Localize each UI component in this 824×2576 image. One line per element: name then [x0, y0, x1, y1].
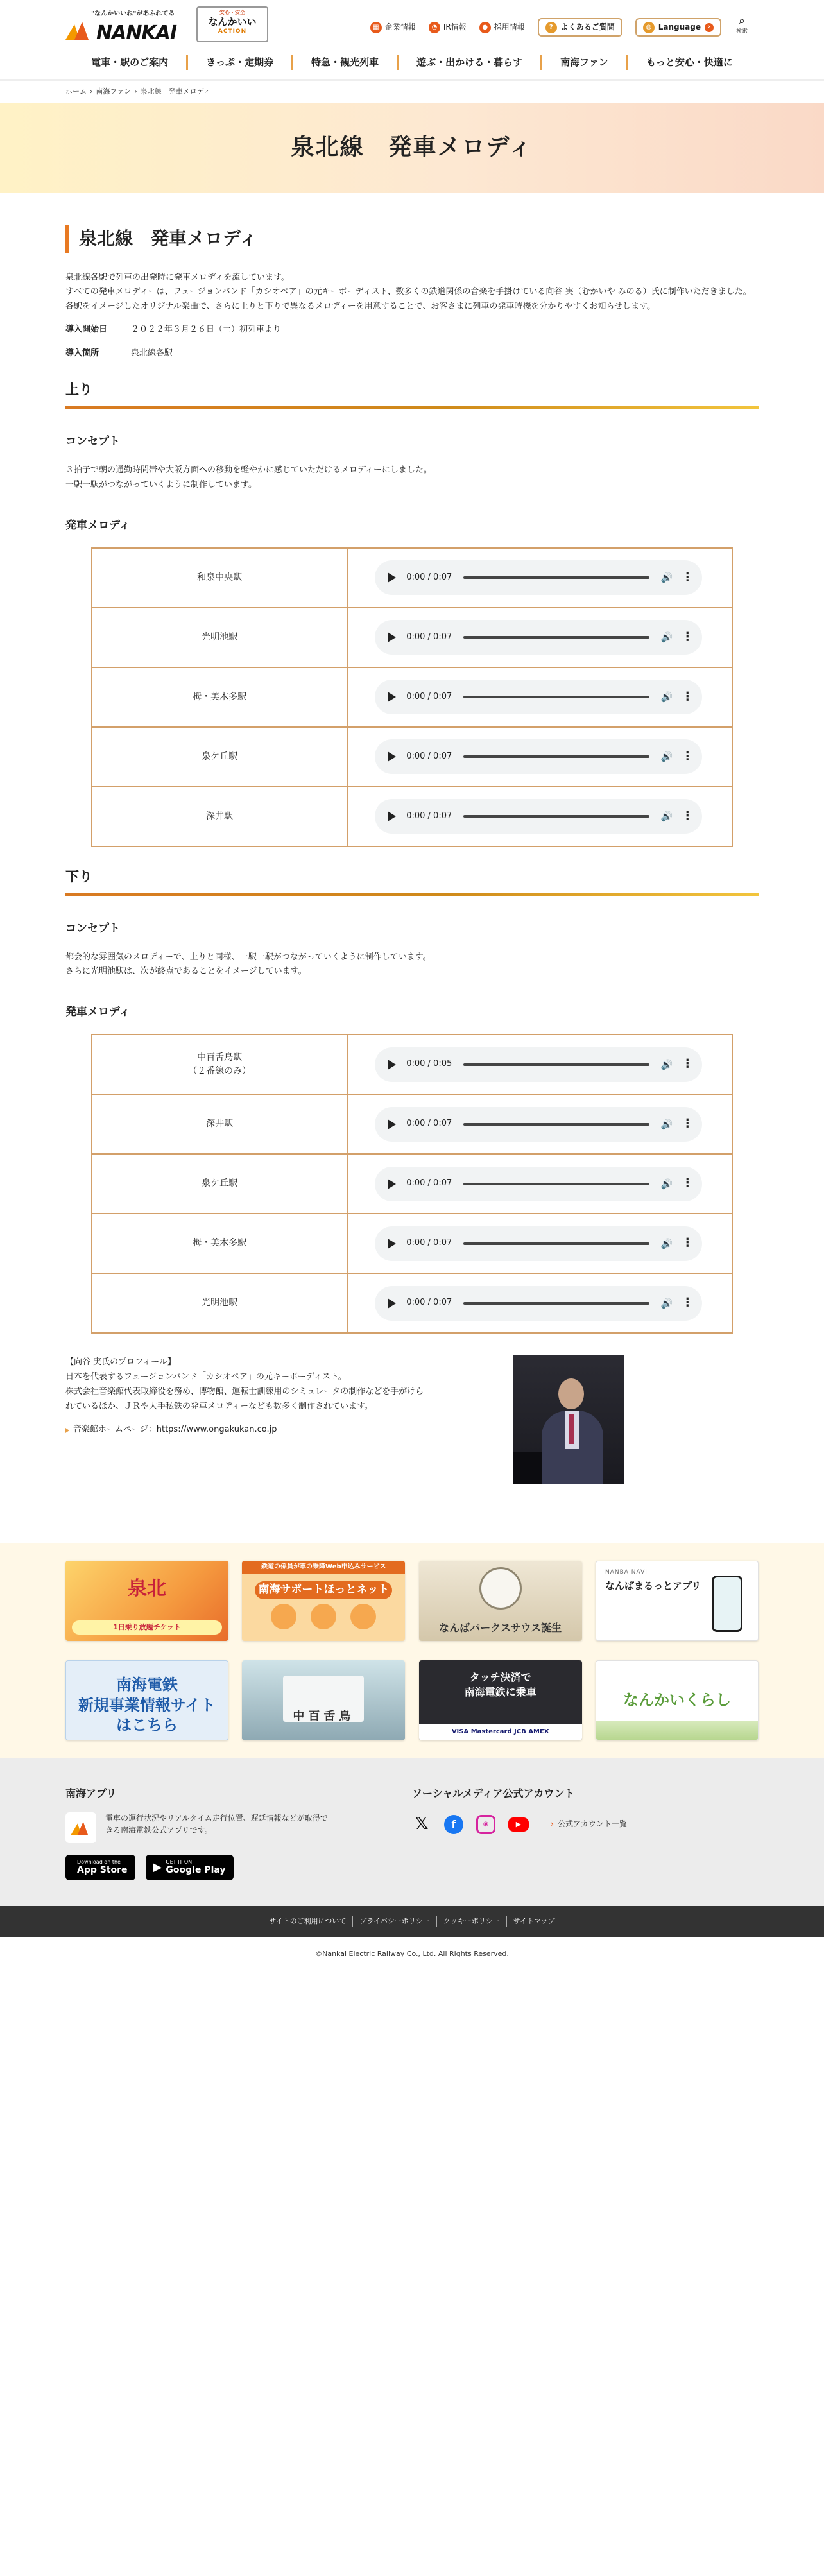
smartphone-icon: [712, 1576, 742, 1632]
concept-text-down: 都会的な雰囲気のメロディーで、上りと同様、一駅一駅がつながっていくように制作しています。 さらに光明池駅は、次が終点であることをイメージしています。: [65, 952, 431, 977]
audio-progress-slider[interactable]: [463, 1242, 649, 1245]
nankai-wings-icon: [65, 21, 92, 40]
faq-button[interactable]: ? よくあるご質問: [538, 18, 622, 37]
audio-player[interactable]: 0:00 / 0:07 🔊 ⋮: [375, 1107, 702, 1142]
play-icon[interactable]: [388, 751, 396, 762]
audio-player[interactable]: 0:00 / 0:07 🔊 ⋮: [375, 1286, 702, 1321]
question-icon: ?: [545, 22, 557, 33]
intro-text: 泉北線各駅で列車の出発時に発車メロディを流しています。 すべての発車メロディーは、フュージョンバンド「カシオペア」の元キーボーディスト、数多くの鉄道関係の音楽を手掛けている向谷 実（むかいや みのる）氏に制作いただきました。 各駅をイメージしたオリジナル楽曲で、さらに上りと下りで異なるメロディーを用意することで、お客さまに列車の発車時機を分かりやすくお知らせします。: [65, 272, 751, 312]
ongakukan-link[interactable]: 音楽館ホームページ：https://www.ongakukan.co.jp: [65, 1423, 425, 1438]
audio-progress-slider[interactable]: [463, 815, 649, 818]
util-link-recruit[interactable]: ● 採用情報: [479, 21, 525, 33]
play-icon[interactable]: [388, 1060, 396, 1070]
more-options-icon[interactable]: ⋮: [682, 630, 694, 644]
banner-senboku-ticket[interactable]: 泉北 1日乗り放題チケット: [65, 1561, 228, 1641]
footer-link-privacy[interactable]: プライバシーポリシー: [353, 1916, 436, 1927]
footer-link-cookie[interactable]: クッキーポリシー: [437, 1916, 507, 1927]
language-button[interactable]: ◍ Language ›: [635, 18, 721, 37]
gnav-trains[interactable]: 電車・駅のご案内: [73, 55, 188, 70]
audio-player[interactable]: 0:00 / 0:07 🔊 ⋮: [375, 1226, 702, 1261]
table-row: [92, 608, 732, 667]
profile-section: [65, 1355, 759, 1484]
chevron-right-icon: ›: [90, 87, 93, 96]
table-row: [92, 1035, 732, 1094]
volume-icon[interactable]: 🔊: [660, 751, 673, 763]
table-row: [92, 1214, 732, 1273]
banner-touch-payment[interactable]: タッチ決済で 南海電鉄に乗車 VISA Mastercard JCB AMEX: [419, 1660, 582, 1740]
triangle-right-icon: [65, 1428, 69, 1433]
account-list-link[interactable]: › 公式アカウント一覧: [551, 1818, 627, 1830]
more-options-icon[interactable]: ⋮: [682, 1236, 694, 1250]
section-title-down: 下り: [65, 866, 759, 896]
table-row: [92, 1273, 732, 1333]
more-options-icon[interactable]: ⋮: [682, 1296, 694, 1310]
logo-tagline: "なんかいいね"があふれてる: [91, 10, 175, 17]
instagram-icon[interactable]: ◉: [476, 1815, 495, 1834]
audio-player[interactable]: 0:00 / 0:07 🔊 ⋮: [375, 680, 702, 714]
station-name: 中百舌鳥駅 （２番線のみ）: [92, 1035, 347, 1094]
banner-marutto-app[interactable]: NANBA NAVI なんばまるっとアプリ: [596, 1561, 759, 1641]
profile-text: 【向谷 実氏のプロフィール】 日本を代表するフュージョンバンド「カシオペア」の元キーボーディスト。 株式会社音楽館代表取締役を務め、博物館、運転士訓練用のシミュレータの制作などを手がけられているほか、ＪＲや大手私鉄の発車メロディーなども数多く制作されています。 音楽館ホームページ：https://www.ongakukan.co.jp: [65, 1355, 425, 1484]
more-options-icon[interactable]: ⋮: [682, 690, 694, 703]
utility-nav: [370, 18, 721, 37]
audio-player[interactable]: 0:00 / 0:05 🔊 ⋮: [375, 1047, 702, 1082]
audio-progress-slider[interactable]: [463, 1063, 649, 1066]
globe-icon: ◍: [643, 22, 655, 33]
audio-player[interactable]: 0:00 / 0:07 🔊 ⋮: [375, 620, 702, 655]
play-icon[interactable]: [388, 811, 396, 821]
banner-support-net[interactable]: 鉄道の係員が車の乗降Web申込みサービス 南海サポートほっとネット: [242, 1561, 405, 1641]
volume-icon[interactable]: 🔊: [660, 811, 673, 823]
table-row: [92, 1154, 732, 1214]
app-store-button[interactable]: Download on the App Store: [65, 1855, 135, 1880]
gnav-safety[interactable]: もっと安心・快適に: [646, 56, 733, 68]
gnav-leisure[interactable]: 遊ぶ・出かける・暮らす: [399, 55, 542, 70]
more-options-icon[interactable]: ⋮: [682, 571, 694, 584]
gnav-fan[interactable]: 南海ファン: [542, 55, 628, 70]
melody-title-down: 発車メロディ: [65, 1006, 130, 1019]
action-badge[interactable]: 安心・安全 なんかいい ACTION: [196, 6, 268, 42]
concept-text-up: ３拍子で朝の通勤時間帯や大阪方面への移動を軽やかに感じていただけるメロディーにしました。 一駅一駅がつながっていくように制作しています。: [65, 465, 432, 490]
concept-title-up: コンセプト: [65, 435, 120, 449]
app-section: [65, 1785, 412, 1880]
gnav-limited-express[interactable]: 特急・観光列車: [293, 55, 399, 70]
volume-icon[interactable]: 🔊: [660, 691, 673, 703]
compass-icon: [479, 1567, 522, 1610]
audio-player[interactable]: 0:00 / 0:07 🔊 ⋮: [375, 739, 702, 774]
global-nav: [0, 45, 824, 81]
audio-progress-slider[interactable]: [463, 755, 649, 758]
section-title-up: 上り: [65, 379, 759, 409]
facebook-icon[interactable]: f: [444, 1815, 463, 1834]
more-options-icon[interactable]: ⋮: [682, 1176, 694, 1190]
station-name: 深井駅: [92, 1094, 347, 1154]
more-options-icon[interactable]: ⋮: [682, 1057, 694, 1071]
breadcrumb-fan[interactable]: 南海ファン: [96, 87, 132, 96]
station-name: 泉ケ丘駅: [92, 1154, 347, 1214]
footer-links: [0, 1906, 824, 1937]
more-options-icon[interactable]: ⋮: [682, 1117, 694, 1131]
table-row: [92, 548, 732, 608]
volume-icon[interactable]: 🔊: [660, 1118, 673, 1130]
station-name: 和泉中央駅: [92, 548, 347, 608]
audio-progress-slider[interactable]: [463, 1183, 649, 1185]
breadcrumb: [0, 81, 824, 103]
station-name: 光明池駅: [92, 1273, 347, 1333]
profile-photo: [513, 1355, 624, 1484]
logo-text: NANKAI: [96, 22, 177, 44]
page-title: 泉北線 発車メロディ: [65, 225, 759, 253]
hero-banner: [0, 103, 824, 193]
station-name: 光明池駅: [92, 608, 347, 667]
gnav-tickets[interactable]: きっぷ・定期券: [188, 55, 293, 70]
chevron-right-icon: ›: [705, 23, 714, 32]
station-name: 栂・美木多駅: [92, 667, 347, 727]
more-options-icon[interactable]: ⋮: [682, 809, 694, 823]
search-icon: ⌕: [738, 14, 746, 28]
ir-icon: ◔: [429, 22, 440, 33]
volume-icon[interactable]: 🔊: [660, 572, 673, 584]
nankai-app-icon[interactable]: [65, 1812, 96, 1843]
audio-player[interactable]: 0:00 / 0:07 🔊 ⋮: [375, 1167, 702, 1201]
play-icon[interactable]: [388, 1239, 396, 1249]
station-name: 泉ケ丘駅: [92, 727, 347, 787]
station-note: （２番線のみ）: [188, 1065, 252, 1076]
banner-nankai-kurashi[interactable]: なんかいくらし: [596, 1660, 759, 1740]
table-row: [92, 727, 732, 787]
meta-location: 導入箇所 泉北線各駅: [65, 348, 173, 358]
play-icon[interactable]: [388, 1179, 396, 1189]
social-title: ソーシャルメディア公式アカウント: [412, 1787, 575, 1800]
banner-nakamozu[interactable]: 中百舌鳥: [242, 1660, 405, 1740]
melody-title-up: 発車メロディ: [65, 519, 130, 532]
volume-icon[interactable]: 🔊: [660, 1237, 673, 1249]
concept-title-down: コンセプト: [65, 922, 120, 935]
play-icon[interactable]: [388, 692, 396, 702]
audio-progress-slider[interactable]: [463, 1302, 649, 1305]
station-name: 栂・美木多駅: [92, 1214, 347, 1273]
hero-title: 泉北線 発車メロディ: [291, 133, 533, 160]
breadcrumb-current: 泉北線 発車メロディ: [140, 87, 210, 96]
audio-player[interactable]: 0:00 / 0:07 🔊 ⋮: [375, 560, 702, 595]
audio-player[interactable]: 0:00 / 0:07 🔊 ⋮: [375, 799, 702, 834]
chevron-right-icon: ›: [551, 1819, 554, 1829]
breadcrumb-home[interactable]: ホーム: [65, 87, 87, 96]
volume-icon[interactable]: 🔊: [660, 1178, 673, 1190]
app-title: 南海アプリ: [65, 1787, 117, 1800]
station-name: 深井駅: [92, 787, 347, 846]
util-link-corporate[interactable]: ▦ 企業情報: [370, 21, 416, 33]
more-options-icon[interactable]: ⋮: [682, 750, 694, 763]
volume-icon[interactable]: 🔊: [660, 631, 673, 644]
melody-table-down: [91, 1034, 733, 1334]
chevron-right-icon: ›: [134, 87, 137, 96]
site-header: [0, 0, 824, 45]
banner-new-business[interactable]: 南海電鉄 新規事業情報サイト はこちら: [65, 1660, 228, 1740]
melody-table-up: [91, 547, 733, 847]
copyright: ©Nankai Electric Railway Co., Ltd. All Rights Reserved.: [315, 1949, 509, 1958]
meta-start-date: 導入開始日 ２０２２年３月２６日（土）初列車より: [65, 324, 282, 334]
youtube-icon[interactable]: ▶: [508, 1817, 529, 1832]
social-section: [412, 1785, 759, 1880]
banner-area: [0, 1543, 824, 1758]
building-icon: ▦: [370, 22, 382, 33]
play-icon[interactable]: [388, 1298, 396, 1309]
table-row: [92, 787, 732, 846]
x-icon[interactable]: 𝕏: [415, 1814, 429, 1834]
nankai-logo[interactable]: [65, 9, 187, 44]
audio-progress-slider[interactable]: [463, 576, 649, 579]
play-icon[interactable]: [388, 632, 396, 642]
util-link-ir[interactable]: ◔ IR情報: [429, 21, 467, 33]
volume-icon[interactable]: 🔊: [660, 1297, 673, 1309]
volume-icon[interactable]: 🔊: [660, 1058, 673, 1070]
table-row: [92, 1094, 732, 1154]
main-content: [0, 225, 824, 1484]
search-button[interactable]: ⌕ 検索: [730, 15, 753, 36]
site-footer: [0, 1758, 824, 2576]
play-icon[interactable]: [388, 1119, 396, 1129]
audio-progress-slider[interactable]: [463, 1123, 649, 1126]
app-description: 電車の運行状況やリアルタイム走行位置、遅延情報などが取得できる南海電鉄公式アプリです。: [105, 1813, 328, 1835]
table-row: [92, 667, 732, 727]
audio-progress-slider[interactable]: [463, 696, 649, 698]
person-icon: ●: [479, 22, 491, 33]
footer-link-terms[interactable]: サイトのご利用について: [262, 1916, 353, 1927]
google-play-button[interactable]: ▶ GET IT ON Google Play: [146, 1855, 234, 1880]
footer-link-sitemap[interactable]: サイトマップ: [513, 1917, 555, 1926]
play-triangle-icon: ▶: [153, 1860, 162, 1874]
banner-parks-south[interactable]: なんばパークスサウス誕生: [419, 1561, 582, 1641]
play-icon[interactable]: [388, 572, 396, 583]
audio-progress-slider[interactable]: [463, 636, 649, 639]
